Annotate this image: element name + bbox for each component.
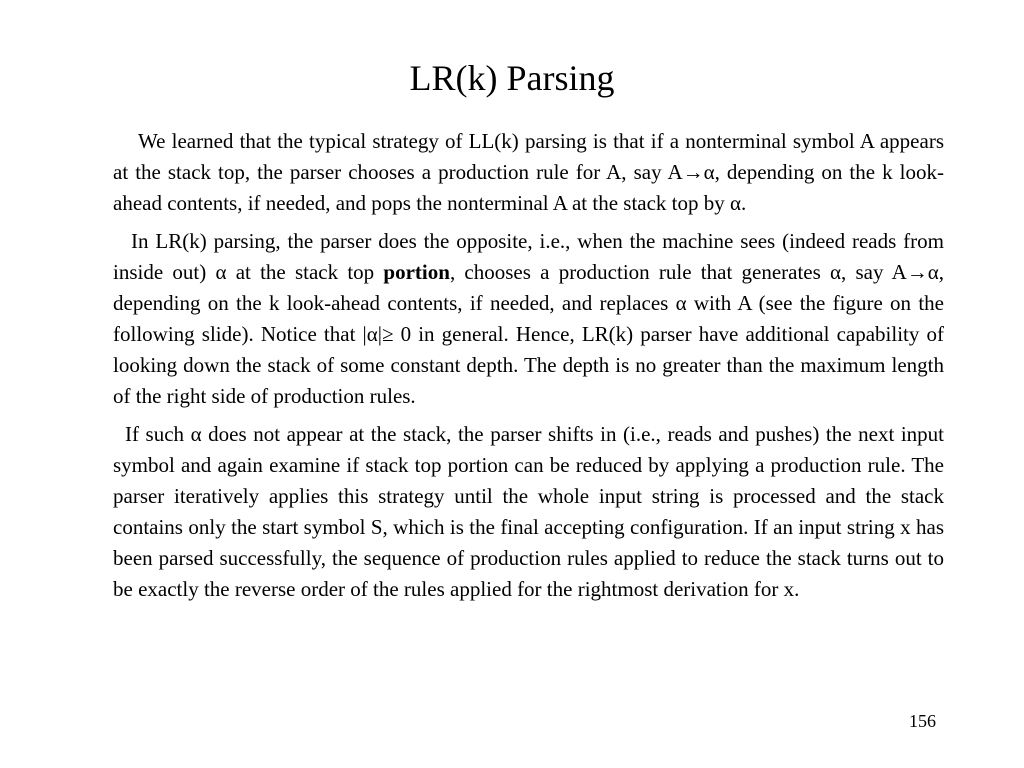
emphasized-word-portion: portion: [383, 260, 450, 284]
paragraph-lr-parsing-description: [113, 226, 944, 412]
paragraph-text: , chooses a production rule that generates α, say A→α, depending on the k look-ahead contents, if needed, and replaces α with A (see the figure on the following slide). Notice that |α|≥ 0 in general. Hence, LR(k) parser have additional capability of looking down the stack of some constant depth. The depth is no greater than the maximum length of the right side of production rules.: [113, 260, 944, 408]
slide-title: [0, 56, 1024, 100]
paragraph-text: We learned that the typical strategy of LL(k) parsing is that if a nonterminal symbol A appears at the stack top, the parser chooses a production rule for A, say A→α, depending on the k look-ahead contents, if needed, and pops the nonterminal A at the stack top by α.: [113, 129, 944, 215]
slide-body: [113, 126, 944, 612]
paragraph-text: In LR(k) parsing, the parser does the opposite, i.e., when the machine sees (indeed reads from inside out) α at the stack top: [113, 229, 944, 284]
page-number: 156: [909, 711, 936, 731]
paragraph-text: If such α does not appear at the stack, the parser shifts in (i.e., reads and pushes) the next input symbol and again examine if stack top portion can be reduced by applying a production rule. The parser iteratively applies this strategy until the whole input string is processed and the stack contains only the start symbol S, which is the final accepting configuration. If an input string x has been parsed successfully, the sequence of production rules applied to reduce the stack turns out to be exactly the reverse order of the rules applied for the rightmost derivation for x.: [113, 422, 944, 601]
paragraph-shift-reduce-strategy: [113, 419, 944, 605]
paragraph-ll-parsing-recap: [113, 126, 944, 219]
slide-title-text: LR(k) Parsing: [409, 58, 615, 98]
